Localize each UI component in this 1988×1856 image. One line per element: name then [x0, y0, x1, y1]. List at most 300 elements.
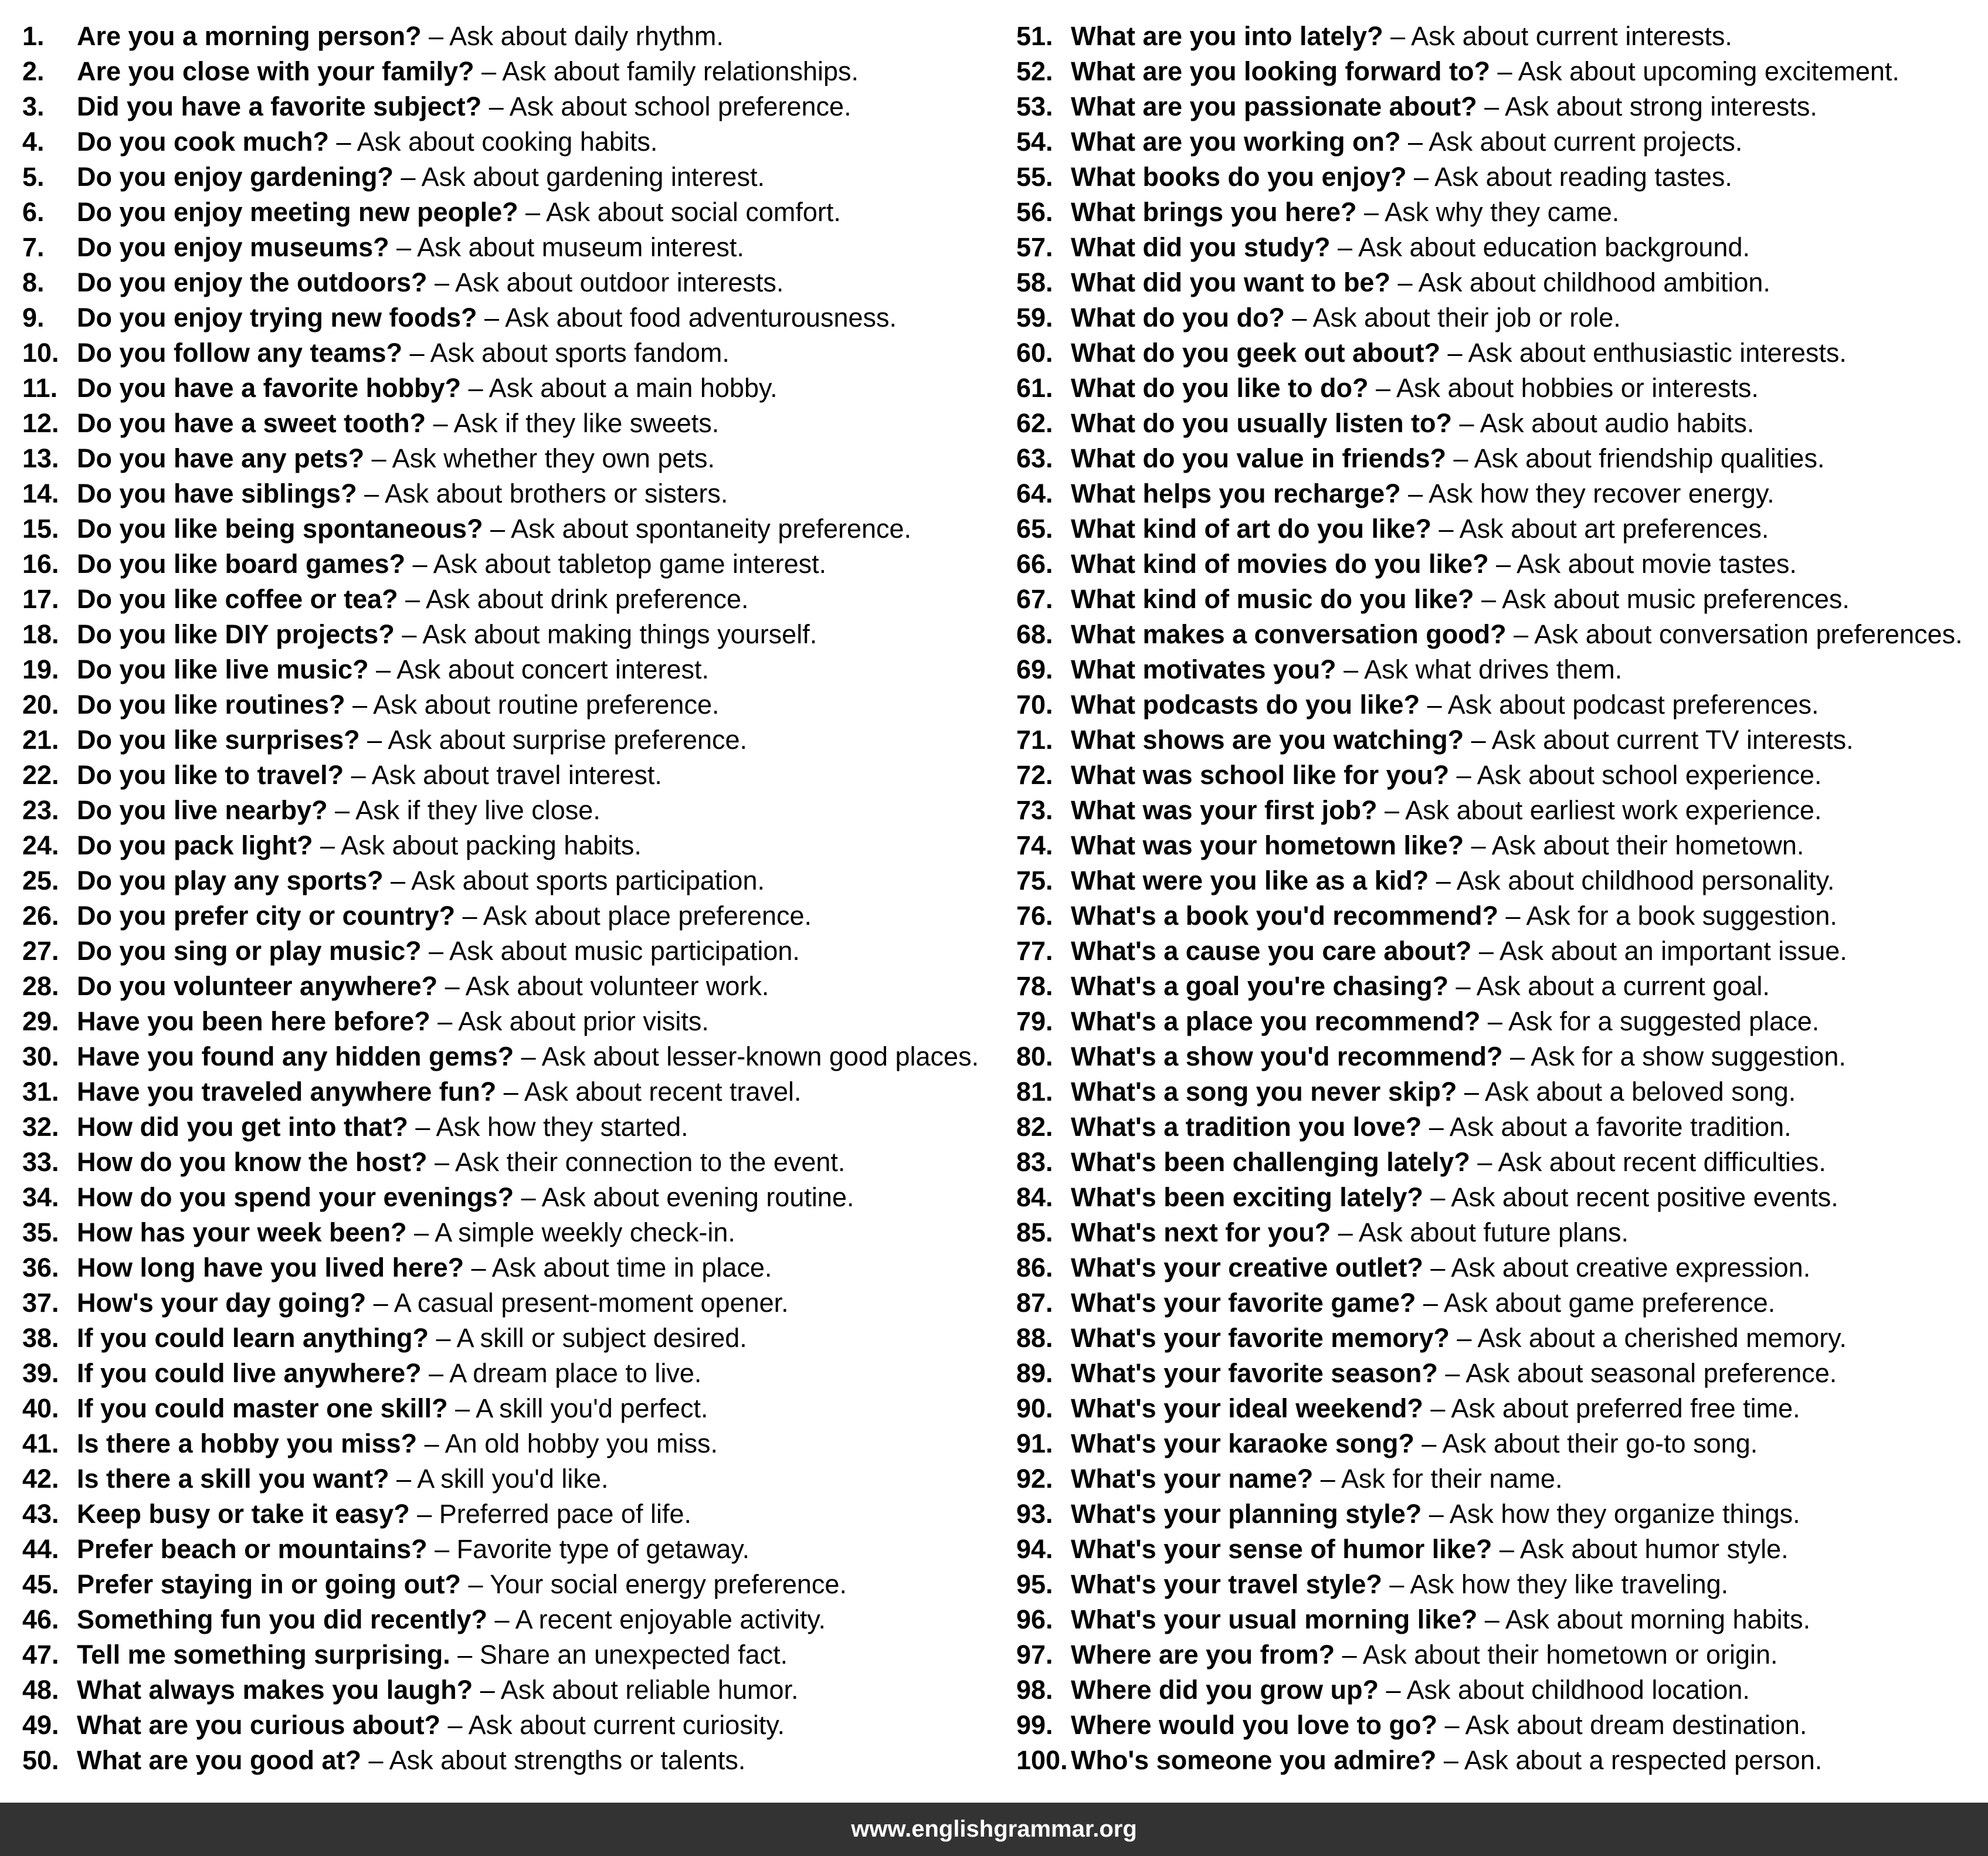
- item-number: 13.: [22, 443, 59, 473]
- footer-url: www.englishgrammar.org: [851, 1816, 1137, 1842]
- item-number: 61.: [1016, 373, 1053, 403]
- list-item: [1016, 406, 1984, 441]
- item-question: What are you good at?: [77, 1745, 362, 1775]
- item-number: 80.: [1016, 1041, 1053, 1071]
- item-question: Something fun you did recently?: [77, 1604, 488, 1634]
- item-number: 41.: [22, 1429, 59, 1458]
- list-item: [22, 1004, 1013, 1039]
- item-body: [77, 1356, 701, 1391]
- list-item: [22, 1743, 1013, 1778]
- item-number: 27.: [22, 936, 59, 966]
- item-body: [77, 1532, 749, 1567]
- item-number: 31.: [22, 1077, 59, 1107]
- item-description: – Ask about travel interest.: [344, 760, 662, 790]
- list-item: [22, 265, 1013, 300]
- item-description: – Ask about podcast preferences.: [1420, 690, 1819, 720]
- item-description: – Ask about gardening interest.: [393, 162, 765, 192]
- item-question: What do you usually listen to?: [1071, 408, 1453, 438]
- list-item: [1016, 371, 1984, 406]
- item-question: What kind of movies do you like?: [1071, 549, 1489, 579]
- list-item: [22, 1567, 1013, 1602]
- item-body: [1071, 1039, 1846, 1074]
- list-item: [22, 1602, 1013, 1637]
- item-number: 51.: [1016, 21, 1053, 51]
- item-body: [77, 1461, 608, 1497]
- item-description: – Ask about dream destination.: [1437, 1710, 1807, 1740]
- list-item: [22, 195, 1013, 230]
- item-question: Do you have any pets?: [77, 443, 365, 473]
- item-body: [77, 863, 765, 898]
- list-item: [1016, 1602, 1984, 1637]
- item-number: 87.: [1016, 1288, 1053, 1318]
- item-number: 4.: [22, 127, 45, 157]
- item-number: 85.: [1016, 1217, 1053, 1247]
- item-question: What are you working on?: [1071, 127, 1401, 157]
- list-item: [1016, 547, 1984, 582]
- item-description: – A skill you'd like.: [389, 1464, 609, 1494]
- item-number: 17.: [22, 584, 59, 614]
- item-body: [1071, 1285, 1775, 1321]
- item-description: – Ask how they recover energy.: [1400, 479, 1775, 508]
- item-description: – A skill or subject desired.: [429, 1323, 747, 1353]
- item-question: Are you a morning person?: [77, 21, 422, 51]
- item-question: What are you looking forward to?: [1071, 56, 1491, 86]
- list-item: [1016, 89, 1984, 124]
- item-description: – Ask why they came.: [1356, 197, 1620, 227]
- list-item: [1016, 1074, 1984, 1109]
- item-body: [1071, 1250, 1810, 1285]
- item-question: How did you get into that?: [77, 1112, 408, 1142]
- item-body: [1071, 617, 1963, 652]
- item-body: [77, 582, 748, 617]
- item-question: Do you like surprises?: [77, 725, 360, 755]
- item-number: 71.: [1016, 725, 1053, 755]
- list-item: [1016, 19, 1984, 54]
- item-description: – Ask how they organize things.: [1422, 1499, 1800, 1529]
- list-item: [22, 1497, 1013, 1532]
- list-item: [1016, 722, 1984, 758]
- list-item: [22, 300, 1013, 335]
- item-description: – Share an unexpected fact.: [450, 1640, 788, 1670]
- list-item: [22, 1145, 1013, 1180]
- item-number: 60.: [1016, 338, 1053, 368]
- list-item: [22, 793, 1013, 828]
- item-question: What are you curious about?: [77, 1710, 441, 1740]
- list-item: [22, 582, 1013, 617]
- list-item: [22, 1215, 1013, 1250]
- item-question: Do you like being spontaneous?: [77, 514, 483, 544]
- item-question: Do you like live music?: [77, 654, 369, 684]
- item-body: [1071, 898, 1837, 934]
- item-body: [77, 1004, 709, 1039]
- item-body: [1071, 863, 1834, 898]
- item-body: [77, 230, 744, 265]
- item-description: – Ask about their job or role.: [1284, 303, 1621, 332]
- item-description: – Ask about daily rhythm.: [421, 21, 724, 51]
- item-description: – Ask for a show suggestion.: [1502, 1041, 1846, 1071]
- list-item: [22, 1708, 1013, 1743]
- item-description: – Ask about strengths or talents.: [361, 1745, 746, 1775]
- list-item: [1016, 934, 1984, 969]
- item-description: – Ask what drives them.: [1336, 654, 1623, 684]
- item-description: – Ask whether they own pets.: [364, 443, 715, 473]
- item-description: – Ask for a suggested place.: [1480, 1006, 1820, 1036]
- item-question: Do you enjoy meeting new people?: [77, 197, 518, 227]
- list-item: [1016, 1426, 1984, 1461]
- item-question: What always makes you laugh?: [77, 1675, 473, 1705]
- item-question: Do you sing or play music?: [77, 936, 422, 966]
- item-question: What's a song you never skip?: [1071, 1077, 1457, 1107]
- item-question: What's your travel style?: [1071, 1569, 1382, 1599]
- item-number: 6.: [22, 197, 45, 227]
- item-description: – Ask about movie tastes.: [1488, 549, 1797, 579]
- item-number: 100.: [1016, 1745, 1068, 1775]
- item-number: 73.: [1016, 795, 1053, 825]
- item-body: [1071, 511, 1769, 547]
- item-number: 14.: [22, 479, 59, 508]
- item-description: – Ask about art preferences.: [1431, 514, 1769, 544]
- list-item: [1016, 1321, 1984, 1356]
- item-description: – Ask about tabletop game interest.: [405, 549, 827, 579]
- item-question: If you could live anywhere?: [77, 1358, 422, 1388]
- item-description: – Preferred pace of life.: [409, 1499, 691, 1529]
- list-item: [22, 1426, 1013, 1461]
- list-item: [1016, 195, 1984, 230]
- item-question: Tell me something surprising.: [77, 1640, 450, 1670]
- item-question: What do you value in friends?: [1071, 443, 1447, 473]
- list-item: [22, 1391, 1013, 1426]
- list-item: [22, 934, 1013, 969]
- item-description: – Ask about current TV interests.: [1464, 725, 1854, 755]
- item-question: Do you like routines?: [77, 690, 345, 720]
- item-question: Have you traveled anywhere fun?: [77, 1077, 497, 1107]
- item-body: [1071, 89, 1817, 124]
- item-body: [77, 195, 841, 230]
- item-number: 64.: [1016, 479, 1053, 508]
- item-description: – Ask about food adventurousness.: [477, 303, 897, 332]
- item-question: Do you enjoy museums?: [77, 232, 389, 262]
- item-description: – Ask about school preference.: [481, 91, 851, 121]
- item-number: 37.: [22, 1288, 59, 1318]
- item-body: [77, 1109, 688, 1145]
- list-item: [1016, 1461, 1984, 1497]
- item-number: 53.: [1016, 91, 1053, 121]
- item-number: 74.: [1016, 830, 1053, 860]
- item-question: What do you like to do?: [1071, 373, 1369, 403]
- item-number: 63.: [1016, 443, 1053, 473]
- item-description: – Ask about strong interests.: [1477, 91, 1817, 121]
- item-question: Where are you from?: [1071, 1640, 1335, 1670]
- item-body: [77, 687, 719, 722]
- item-number: 68.: [1016, 619, 1053, 649]
- list-item: [22, 722, 1013, 758]
- item-number: 48.: [22, 1675, 59, 1705]
- list-item: [1016, 1039, 1984, 1074]
- list-item: [22, 19, 1013, 54]
- item-body: [1071, 371, 1759, 406]
- item-body: [77, 371, 778, 406]
- item-description: – Ask about recent difficulties.: [1470, 1147, 1826, 1177]
- item-body: [77, 441, 715, 476]
- item-description: – Ask about childhood personality.: [1429, 866, 1835, 895]
- item-body: [1071, 1321, 1847, 1356]
- item-description: – Ask about routine preference.: [345, 690, 720, 720]
- item-number: 47.: [22, 1640, 59, 1670]
- item-number: 94.: [1016, 1534, 1053, 1564]
- list-item: [22, 1180, 1013, 1215]
- item-number: 8.: [22, 267, 45, 297]
- item-question: Who's someone you admire?: [1071, 1745, 1437, 1775]
- item-description: – Ask about game preference.: [1416, 1288, 1776, 1318]
- list-item: [1016, 1285, 1984, 1321]
- item-number: 86.: [1016, 1253, 1053, 1282]
- item-body: [1071, 265, 1770, 300]
- list-item: [1016, 1497, 1984, 1532]
- list-item: [1016, 828, 1984, 863]
- item-body: [1071, 335, 1847, 371]
- item-question: How's your day going?: [77, 1288, 367, 1318]
- item-body: [77, 828, 642, 863]
- item-question: What brings you here?: [1071, 197, 1357, 227]
- item-question: Do you live nearby?: [77, 795, 328, 825]
- list-item: [1016, 1567, 1984, 1602]
- item-number: 55.: [1016, 162, 1053, 192]
- item-body: [1071, 300, 1621, 335]
- item-number: 19.: [22, 654, 59, 684]
- item-number: 62.: [1016, 408, 1053, 438]
- item-question: What's your ideal weekend?: [1071, 1393, 1423, 1423]
- item-question: Do you like to travel?: [77, 760, 344, 790]
- item-number: 30.: [22, 1041, 59, 1071]
- item-number: 70.: [1016, 690, 1053, 720]
- item-number: 77.: [1016, 936, 1053, 966]
- list-item: [22, 89, 1013, 124]
- item-number: 54.: [1016, 127, 1053, 157]
- list-item: [1016, 511, 1984, 547]
- item-number: 67.: [1016, 584, 1053, 614]
- item-body: [77, 265, 783, 300]
- item-question: Is there a hobby you miss?: [77, 1429, 418, 1458]
- item-description: – Ask about recent positive events.: [1423, 1182, 1838, 1212]
- item-number: 34.: [22, 1182, 59, 1212]
- item-number: 2.: [22, 56, 45, 86]
- item-question: Do you cook much?: [77, 127, 330, 157]
- item-question: What's your karaoke song?: [1071, 1429, 1414, 1458]
- list-item: [22, 1074, 1013, 1109]
- item-body: [1071, 1215, 1629, 1250]
- item-question: Are you close with your family?: [77, 56, 474, 86]
- item-question: What did you want to be?: [1071, 267, 1390, 297]
- item-question: What was your first job?: [1071, 795, 1378, 825]
- item-body: [1071, 1356, 1837, 1391]
- item-body: [1071, 1145, 1826, 1180]
- item-question: Do you pack light?: [77, 830, 313, 860]
- item-body: [1071, 1497, 1800, 1532]
- list-item: [1016, 863, 1984, 898]
- list-item: [1016, 230, 1984, 265]
- item-question: Do you like board games?: [77, 549, 406, 579]
- item-body: [77, 1391, 708, 1426]
- item-question: Where did you grow up?: [1071, 1675, 1379, 1705]
- item-description: – A dream place to live.: [421, 1358, 702, 1388]
- list-item: [22, 1672, 1013, 1708]
- item-body: [1071, 934, 1847, 969]
- item-body: [77, 1602, 826, 1637]
- item-body: [1071, 1708, 1807, 1743]
- item-description: – Ask about their hometown.: [1464, 830, 1804, 860]
- item-question: Do you like DIY projects?: [77, 619, 395, 649]
- item-body: [1071, 54, 1899, 89]
- item-description: – Ask how they like traveling.: [1382, 1569, 1729, 1599]
- item-description: – Ask about packing habits.: [313, 830, 642, 860]
- item-body: [1071, 1567, 1728, 1602]
- questions-column-right: [1016, 19, 1984, 1778]
- list-item: [1016, 1356, 1984, 1391]
- list-item: [22, 687, 1013, 722]
- item-question: What's a book you'd recommend?: [1071, 901, 1498, 931]
- list-item: [22, 54, 1013, 89]
- list-item: [1016, 793, 1984, 828]
- list-item: [1016, 124, 1984, 160]
- item-number: 22.: [22, 760, 59, 790]
- item-description: – Ask about family relationships.: [474, 56, 859, 86]
- item-description: – Ask for a book suggestion.: [1498, 901, 1837, 931]
- item-body: [77, 19, 724, 54]
- item-body: [1071, 1004, 1819, 1039]
- item-body: [77, 1074, 802, 1109]
- item-number: 45.: [22, 1569, 59, 1599]
- item-body: [1071, 406, 1754, 441]
- list-item: [1016, 969, 1984, 1004]
- list-item: [22, 124, 1013, 160]
- item-body: [77, 1743, 745, 1778]
- item-description: – Ask about a beloved song.: [1457, 1077, 1796, 1107]
- item-question: What podcasts do you like?: [1071, 690, 1420, 720]
- item-question: What's a goal you're chasing?: [1071, 971, 1449, 1001]
- list-item: [1016, 1250, 1984, 1285]
- item-body: [77, 300, 897, 335]
- item-number: 36.: [22, 1253, 59, 1282]
- item-body: [1071, 1743, 1822, 1778]
- item-description: – Ask about prior visits.: [430, 1006, 709, 1036]
- item-number: 82.: [1016, 1112, 1053, 1142]
- item-number: 18.: [22, 619, 59, 649]
- item-number: 72.: [1016, 760, 1053, 790]
- list-item: [1016, 160, 1984, 195]
- list-item: [1016, 582, 1984, 617]
- item-description: – Ask about making things yourself.: [394, 619, 817, 649]
- item-description: – Ask about place preference.: [455, 901, 812, 931]
- item-description: – Ask about recent travel.: [496, 1077, 802, 1107]
- item-question: Do you enjoy trying new foods?: [77, 303, 477, 332]
- item-number: 35.: [22, 1217, 59, 1247]
- item-question: How do you spend your evenings?: [77, 1182, 514, 1212]
- item-question: What are you passionate about?: [1071, 91, 1477, 121]
- item-body: [1071, 1391, 1800, 1426]
- item-description: – Ask about seasonal preference.: [1437, 1358, 1837, 1388]
- item-number: 46.: [22, 1604, 59, 1634]
- item-number: 12.: [22, 408, 59, 438]
- item-description: – Ask for their name.: [1313, 1464, 1563, 1494]
- item-description: – Ask about a main hobby.: [461, 373, 778, 403]
- item-description: – Ask if they like sweets.: [426, 408, 720, 438]
- list-item: [1016, 1532, 1984, 1567]
- list-item: [22, 1356, 1013, 1391]
- item-body: [1071, 722, 1854, 758]
- list-item: [22, 1109, 1013, 1145]
- item-number: 58.: [1016, 267, 1053, 297]
- item-question: Do you have a sweet tooth?: [77, 408, 426, 438]
- item-number: 3.: [22, 91, 45, 121]
- list-item: [22, 758, 1013, 793]
- item-number: 92.: [1016, 1464, 1053, 1494]
- item-question: What kind of music do you like?: [1071, 584, 1474, 614]
- item-body: [1071, 1074, 1796, 1109]
- item-number: 26.: [22, 901, 59, 931]
- item-question: Did you have a favorite subject?: [77, 91, 482, 121]
- list-item: [1016, 898, 1984, 934]
- list-item: [1016, 1672, 1984, 1708]
- item-question: How long have you lived here?: [77, 1253, 464, 1282]
- list-item: [1016, 652, 1984, 687]
- item-question: Prefer beach or mountains?: [77, 1534, 428, 1564]
- item-number: 93.: [1016, 1499, 1053, 1529]
- item-question: What helps you recharge?: [1071, 479, 1401, 508]
- item-description: – Ask about reading tastes.: [1406, 162, 1732, 192]
- item-number: 21.: [22, 725, 59, 755]
- item-description: – Ask about current projects.: [1400, 127, 1743, 157]
- list-item: [22, 898, 1013, 934]
- item-body: [1071, 1672, 1750, 1708]
- item-number: 49.: [22, 1710, 59, 1740]
- item-description: – Ask how they started.: [408, 1112, 688, 1142]
- item-body: [77, 758, 662, 793]
- item-description: – Ask about cooking habits.: [329, 127, 658, 157]
- item-question: What's next for you?: [1071, 1217, 1331, 1247]
- item-body: [1071, 124, 1742, 160]
- item-description: – Ask about childhood ambition.: [1390, 267, 1770, 297]
- item-description: – Ask about school experience.: [1449, 760, 1822, 790]
- item-body: [77, 793, 601, 828]
- item-description: – Ask about their hometown or origin.: [1335, 1640, 1778, 1670]
- item-description: – Ask about friendship qualities.: [1446, 443, 1825, 473]
- item-body: [1071, 582, 1850, 617]
- item-number: 59.: [1016, 303, 1053, 332]
- item-description: – Ask about museum interest.: [389, 232, 744, 262]
- item-number: 52.: [1016, 56, 1053, 86]
- list-item: [1016, 300, 1984, 335]
- item-body: [77, 969, 769, 1004]
- list-item: [22, 863, 1013, 898]
- item-question: What kind of art do you like?: [1071, 514, 1432, 544]
- item-description: – Ask about concert interest.: [368, 654, 709, 684]
- item-number: 66.: [1016, 549, 1053, 579]
- item-number: 89.: [1016, 1358, 1053, 1388]
- list-item: [1016, 265, 1984, 300]
- item-question: Do you enjoy gardening?: [77, 162, 394, 192]
- item-body: [77, 1180, 854, 1215]
- item-description: – Ask about hobbies or interests.: [1368, 373, 1759, 403]
- list-item: [1016, 617, 1984, 652]
- item-body: [77, 1497, 691, 1532]
- item-body: [1071, 758, 1822, 793]
- item-number: 1.: [22, 21, 45, 51]
- item-number: 91.: [1016, 1429, 1053, 1458]
- item-question: What's your favorite game?: [1071, 1288, 1416, 1318]
- item-question: What did you study?: [1071, 232, 1331, 262]
- item-number: 32.: [22, 1112, 59, 1142]
- item-number: 81.: [1016, 1077, 1053, 1107]
